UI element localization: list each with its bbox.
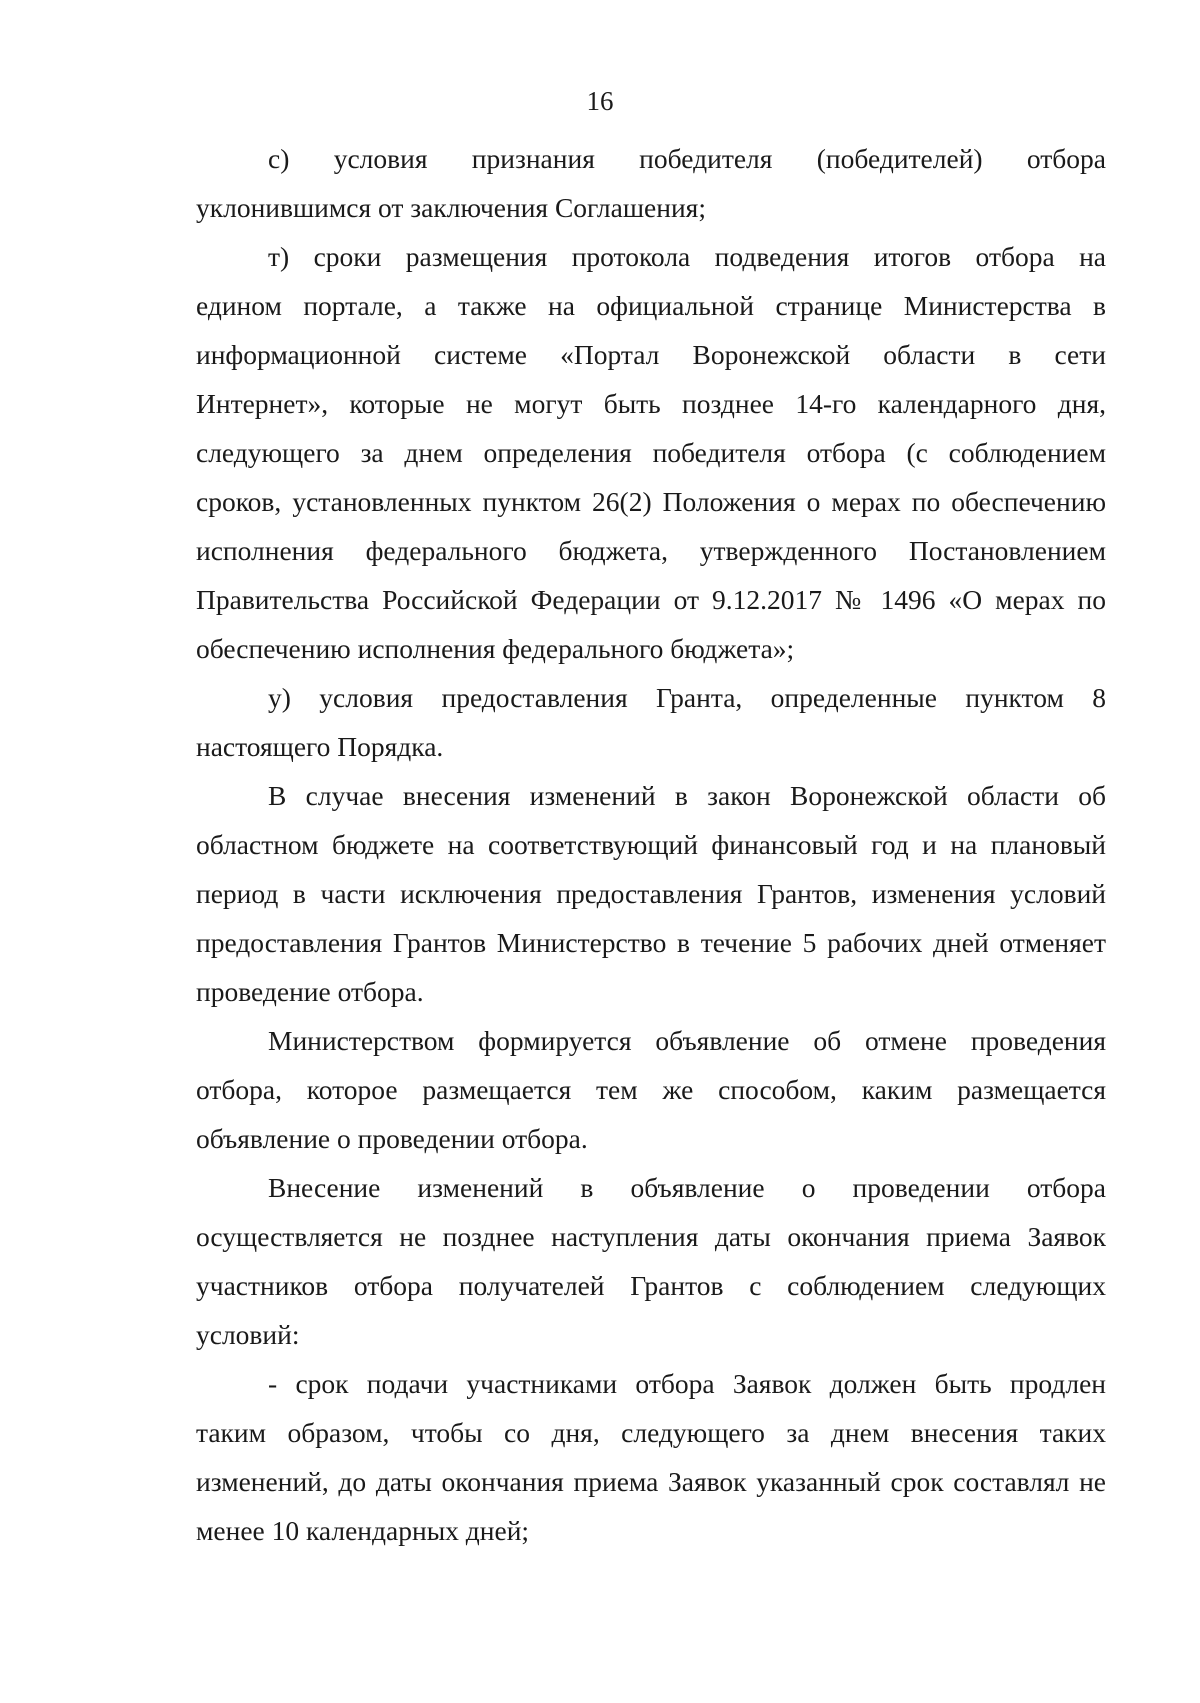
document-body [196,134,1106,1555]
text-line: настоящего Порядка. [196,731,444,762]
text-line: осуществляется не позднее наступления даты окончания приема Заявок [196,1221,1106,1252]
text-line: Правительства Российской Федерации от 9.12.2017 № 1496 «О мерах по [196,584,1106,615]
text-line: условий: [196,1319,300,1350]
page-number: 16 [586,86,614,116]
text-line: отбора, которое размещается тем же способом, каким размещается [196,1074,1106,1105]
text-line: информационной системе «Портал Воронежской области в сети [196,339,1106,370]
paragraph-item-t [196,232,1106,673]
text-line: едином портале, а также на официальной странице Министерства в [196,290,1106,321]
text-line: предоставления Грантов Министерство в течение 5 рабочих дней отменяет [196,927,1106,958]
text-line: следующего за днем определения победителя отбора (с соблюдением [196,437,1106,468]
text-line: обеспечению исполнения федерального бюджета»; [196,633,795,664]
paragraph-budget-changes [196,771,1106,1016]
text-line: уклонившимся от заключения Соглашения; [196,192,706,223]
text-line: т) сроки размещения протокола подведения итогов отбора на [268,241,1106,272]
paragraph-cancel-announcement [196,1016,1106,1163]
text-line: таким образом, чтобы со дня, следующего за днем внесения таких [196,1417,1106,1448]
text-line: областном бюджете на соответствующий финансовый год и на плановый [196,829,1106,860]
text-line: изменений, до даты окончания приема Заявок указанный срок составлял не [196,1466,1106,1497]
text-line: участников отбора получателей Грантов с соблюдением следующих [196,1270,1106,1301]
paragraph-submission-term [196,1359,1106,1555]
text-line: Министерством формируется объявление об отмене проведения [268,1025,1106,1056]
text-line: сроков, установленных пунктом 26(2) Положения о мерах по обеспечению [196,486,1106,517]
text-line: объявление о проведении отбора. [196,1123,588,1154]
paragraph-amend-announcement [196,1163,1106,1359]
text-line: период в части исключения предоставления Грантов, изменения условий [196,878,1106,909]
text-line: проведение отбора. [196,976,424,1007]
text-line: В случае внесения изменений в закон Воронежской области об [268,780,1106,811]
text-line: у) условия предоставления Гранта, определенные пунктом 8 [268,682,1106,713]
paragraph-item-u [196,673,1106,771]
text-line: менее 10 календарных дней; [196,1515,530,1546]
text-line: исполнения федерального бюджета, утвержденного Постановлением [196,535,1106,566]
text-line: Интернет», которые не могут быть позднее 14-го календарного дня, [196,388,1106,419]
text-line: Внесение изменений в объявление о проведении отбора [268,1172,1106,1203]
text-line: с) условия признания победителя (победителей) отбора [268,143,1106,174]
text-line: - срок подачи участниками отбора Заявок должен быть продлен [268,1368,1106,1399]
paragraph-item-s [196,134,1106,232]
